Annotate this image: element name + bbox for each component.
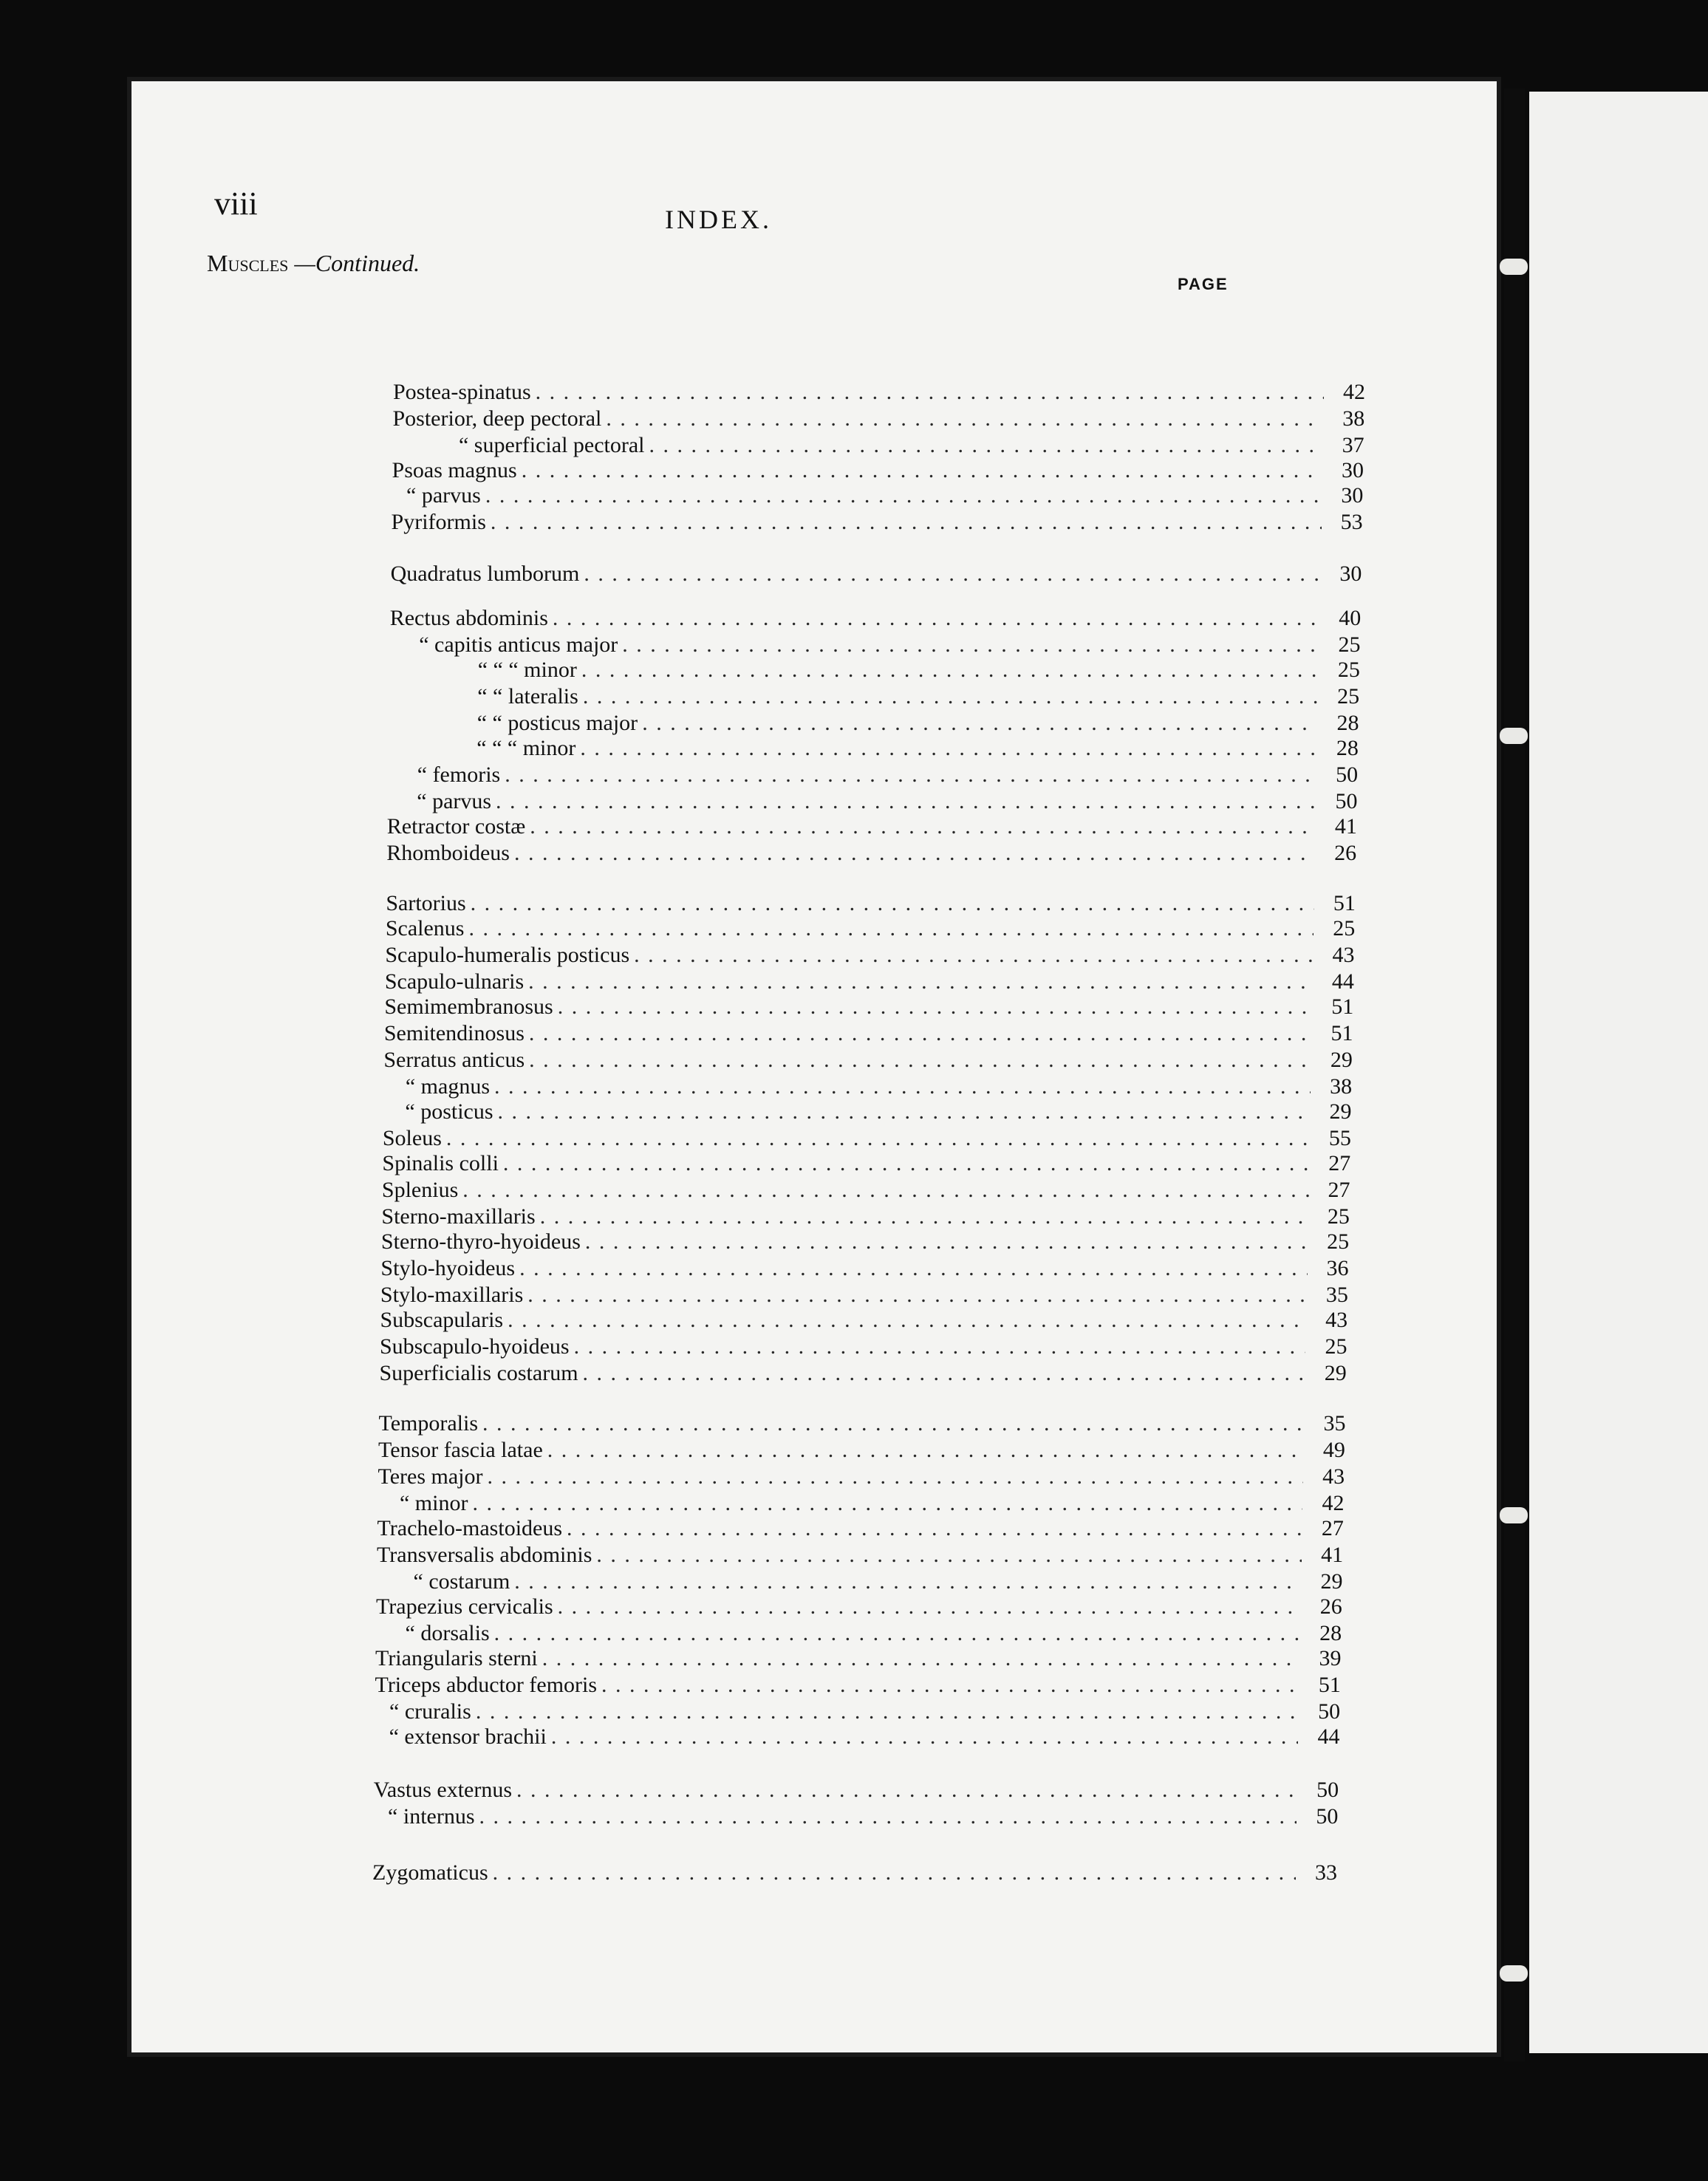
facing-page xyxy=(1529,92,1708,2053)
page-column-label: PAGE xyxy=(1178,275,1229,293)
dot-leader xyxy=(634,943,1313,968)
index-term: Sterno-maxillaris xyxy=(381,1204,536,1229)
index-entry xyxy=(380,1283,1348,1308)
index-term: Rhomboideus xyxy=(386,841,510,865)
page-number: 51 xyxy=(1318,1673,1341,1697)
index-term: “ dorsalis xyxy=(405,1621,490,1645)
page-number: 53 xyxy=(1340,510,1363,534)
index-term: Rectus abdominis xyxy=(389,606,548,630)
book-spine xyxy=(1504,89,1525,2061)
index-entry xyxy=(386,916,1355,941)
index-entry xyxy=(385,943,1354,968)
dot-leader xyxy=(642,711,1317,736)
dot-leader xyxy=(494,1074,1311,1099)
dot-leader xyxy=(622,632,1319,658)
dot-leader xyxy=(529,1048,1311,1073)
dot-leader xyxy=(580,736,1316,761)
page-number: 50 xyxy=(1336,762,1359,787)
index-term: Retractor costæ xyxy=(386,814,526,839)
index-term: “ parvus xyxy=(417,789,492,813)
index-entry xyxy=(389,711,1359,736)
index-entry xyxy=(386,841,1356,866)
binding-stitch xyxy=(1500,1965,1528,1982)
index-term: Subscapulo-hyoideus xyxy=(379,1334,570,1359)
page-number: 41 xyxy=(1334,814,1357,839)
page-number: 50 xyxy=(1318,1699,1341,1724)
dot-leader xyxy=(488,1464,1304,1489)
index-term: “ extensor brachii xyxy=(389,1724,547,1749)
index-term: Soleus xyxy=(382,1126,442,1150)
page-number: 25 xyxy=(1337,684,1360,709)
page-number: 30 xyxy=(1341,483,1364,508)
index-term: Scapulo-humeralis posticus xyxy=(385,943,630,967)
index-term: Scalenus xyxy=(385,916,465,941)
index-entry xyxy=(381,1229,1349,1255)
index-entry xyxy=(377,1543,1343,1568)
index-entry xyxy=(385,969,1354,994)
dot-leader xyxy=(514,1569,1301,1594)
page-folio: viii xyxy=(214,185,258,222)
dot-leader xyxy=(514,841,1315,866)
index-term: Temporalis xyxy=(378,1411,479,1436)
index-term: Postea-spinatus xyxy=(393,380,531,404)
dot-leader xyxy=(547,1438,1304,1463)
page-number: 25 xyxy=(1327,1229,1350,1254)
index-entry xyxy=(378,1516,1344,1541)
index-term: Psoas magnus xyxy=(392,458,517,482)
page-number: 35 xyxy=(1325,1283,1348,1307)
dot-leader xyxy=(482,1411,1305,1436)
dot-leader xyxy=(583,684,1318,709)
index-entry xyxy=(389,684,1359,709)
index-entry xyxy=(380,1334,1347,1359)
page-number: 50 xyxy=(1335,789,1358,813)
index-term: “ minor xyxy=(399,1491,468,1515)
index-entry xyxy=(393,380,1365,405)
index-entry xyxy=(378,1438,1345,1463)
index-entry xyxy=(392,458,1364,483)
page-number: 42 xyxy=(1343,380,1365,404)
index-term: Stylo-maxillaris xyxy=(380,1283,524,1307)
page-number: 26 xyxy=(1319,1594,1342,1619)
index-term: Zygomaticus xyxy=(372,1860,488,1885)
page-number: 29 xyxy=(1324,1361,1347,1385)
index-entry xyxy=(389,658,1360,683)
index-term: Triangularis sterni xyxy=(375,1646,538,1670)
index-entry xyxy=(376,1621,1342,1646)
dot-leader xyxy=(551,1724,1299,1750)
index-term: “ posticus xyxy=(405,1099,493,1124)
index-entry xyxy=(387,814,1357,839)
dot-leader xyxy=(558,994,1313,1020)
page-number: 38 xyxy=(1342,406,1365,431)
dot-leader xyxy=(558,1594,1301,1619)
dot-leader xyxy=(508,1308,1306,1333)
dot-leader xyxy=(479,1804,1297,1829)
index-term: “ femoris xyxy=(417,762,501,787)
page-number: 27 xyxy=(1321,1516,1344,1540)
binding-stitch xyxy=(1500,728,1528,744)
index-term: “ “ posticus major xyxy=(476,711,638,735)
dot-leader xyxy=(553,606,1319,631)
index-entry xyxy=(388,762,1358,788)
page-number: 51 xyxy=(1333,891,1356,915)
index-term: Transversalis abdominis xyxy=(377,1543,592,1567)
page-number: 27 xyxy=(1328,1178,1350,1202)
dot-leader xyxy=(505,762,1316,788)
page-number: 36 xyxy=(1326,1256,1349,1280)
page-number: 37 xyxy=(1342,433,1364,457)
page-number: 44 xyxy=(1331,969,1354,994)
page-number: 43 xyxy=(1325,1308,1348,1332)
index-entry xyxy=(382,1151,1350,1176)
index-term: Tensor fascia latae xyxy=(378,1438,543,1462)
index-term: “ “ “ minor xyxy=(477,658,577,682)
dot-leader xyxy=(581,658,1319,683)
index-entry xyxy=(375,1673,1341,1698)
page-number: 25 xyxy=(1327,1204,1350,1229)
page-number: 33 xyxy=(1315,1860,1337,1885)
page-number: 41 xyxy=(1321,1543,1344,1567)
index-term: “ internus xyxy=(388,1804,475,1829)
index-term: “ cruralis xyxy=(389,1699,471,1724)
index-term: Spinalis colli xyxy=(382,1151,499,1175)
binding-stitch xyxy=(1500,1507,1528,1523)
page-number: 29 xyxy=(1329,1099,1352,1124)
page-number: 28 xyxy=(1336,736,1359,760)
dot-leader xyxy=(530,814,1316,839)
dot-leader xyxy=(498,1099,1311,1124)
page-number: 44 xyxy=(1317,1724,1340,1749)
index-term: “ superficial pectoral xyxy=(458,433,645,457)
index-entry xyxy=(392,406,1364,431)
page-number: 28 xyxy=(1319,1621,1342,1645)
dot-leader xyxy=(606,406,1323,431)
page-number: 49 xyxy=(1322,1438,1345,1462)
index-entry xyxy=(378,1464,1345,1489)
index-term: “ “ lateralis xyxy=(477,684,578,709)
dot-leader xyxy=(516,1778,1297,1803)
index-entry xyxy=(378,1411,1345,1436)
page-number: 55 xyxy=(1328,1126,1351,1150)
dot-leader xyxy=(601,1673,1299,1698)
index-entry xyxy=(375,1646,1341,1671)
index-term: Trachelo-mastoideus xyxy=(377,1516,563,1540)
index-entry xyxy=(388,736,1359,761)
index-entry xyxy=(375,1699,1340,1724)
page-number: 39 xyxy=(1319,1646,1342,1670)
dot-leader xyxy=(472,1491,1302,1516)
page-number: 25 xyxy=(1333,916,1356,941)
index-term: Teres major xyxy=(378,1464,483,1489)
dot-leader xyxy=(574,1334,1306,1359)
index-entry xyxy=(386,891,1356,916)
dot-leader xyxy=(529,1021,1312,1046)
index-entry xyxy=(383,1126,1351,1151)
index-entry xyxy=(383,1099,1351,1124)
dot-leader xyxy=(503,1151,1309,1176)
dot-leader xyxy=(496,789,1316,814)
dot-leader xyxy=(567,1516,1302,1541)
page-number: 35 xyxy=(1323,1411,1346,1436)
dot-leader xyxy=(471,891,1314,916)
index-entry xyxy=(375,1724,1340,1750)
index-term: Semitendinosus xyxy=(383,1021,525,1045)
dot-leader xyxy=(649,433,1323,458)
index-term: Superficialis costarum xyxy=(379,1361,578,1385)
index-entry xyxy=(383,1074,1352,1099)
index-term: Posterior, deep pectoral xyxy=(392,406,602,431)
index-term: Stylo-hyoideus xyxy=(380,1256,516,1280)
page-number: 29 xyxy=(1320,1569,1343,1594)
dot-leader xyxy=(596,1543,1302,1568)
index-entry xyxy=(380,1256,1348,1281)
dot-leader xyxy=(583,1361,1305,1386)
page-number: 50 xyxy=(1316,1804,1339,1829)
page-number: 42 xyxy=(1322,1491,1345,1515)
index-term: Splenius xyxy=(381,1178,459,1202)
index-entry xyxy=(391,562,1362,587)
index-entry xyxy=(384,1021,1353,1046)
dot-leader xyxy=(519,1256,1307,1281)
dot-leader xyxy=(485,483,1322,508)
dot-leader xyxy=(536,380,1324,405)
index-entry xyxy=(389,632,1360,658)
index-entry xyxy=(381,1204,1349,1229)
page-number: 40 xyxy=(1339,606,1362,630)
section-heading xyxy=(207,250,420,277)
dot-leader xyxy=(476,1699,1299,1724)
index-term: Sterno-thyro-hyoideus xyxy=(380,1229,581,1254)
dot-leader xyxy=(493,1860,1296,1885)
page-number: 26 xyxy=(1334,841,1357,865)
index-entry xyxy=(379,1361,1346,1386)
index-term: Triceps abductor femoris xyxy=(375,1673,598,1697)
index-term: “ magnus xyxy=(405,1074,490,1099)
index-term: Quadratus lumborum xyxy=(390,562,580,586)
index-entry xyxy=(373,1804,1338,1829)
page-title: INDEX. xyxy=(665,205,772,234)
binding-stitch xyxy=(1500,259,1528,275)
index-term: Scapulo-ulnaris xyxy=(384,969,525,994)
dot-leader xyxy=(468,916,1314,941)
page-number: 51 xyxy=(1331,994,1354,1019)
index-entry xyxy=(392,510,1363,535)
page-number: 50 xyxy=(1316,1778,1339,1802)
index-term: Subscapularis xyxy=(380,1308,504,1332)
page-number: 25 xyxy=(1325,1334,1347,1359)
dot-leader xyxy=(527,1283,1307,1308)
index-entry xyxy=(392,433,1364,458)
page-number: 30 xyxy=(1339,562,1362,586)
dot-leader xyxy=(542,1646,1300,1671)
dot-leader xyxy=(528,969,1313,994)
index-entry xyxy=(387,789,1357,814)
dot-leader xyxy=(584,562,1320,587)
index-term: “ costarum xyxy=(413,1569,510,1594)
index-entry xyxy=(384,994,1353,1020)
dot-leader xyxy=(494,1621,1300,1646)
page-number: 28 xyxy=(1336,711,1359,735)
index-entry xyxy=(390,606,1361,631)
page-number: 25 xyxy=(1338,632,1361,657)
index-entry xyxy=(380,1308,1347,1333)
dot-leader xyxy=(585,1229,1308,1255)
dot-leader xyxy=(522,458,1322,483)
page-number: 25 xyxy=(1337,658,1360,682)
index-entry xyxy=(376,1594,1342,1619)
index-term: Pyriformis xyxy=(391,510,486,534)
dot-leader xyxy=(491,510,1322,535)
index-term: “ capitis anticus major xyxy=(419,632,618,657)
index-entry xyxy=(383,1048,1352,1073)
index-entry xyxy=(378,1491,1344,1516)
page-number: 27 xyxy=(1328,1151,1351,1175)
index-entry xyxy=(382,1178,1350,1203)
index-term: Vastus externus xyxy=(373,1778,513,1802)
index-entry xyxy=(374,1778,1339,1803)
page-number: 43 xyxy=(1322,1464,1345,1489)
page-number: 29 xyxy=(1330,1048,1353,1072)
index-term: Trapezius cervicalis xyxy=(376,1594,553,1619)
index-term: Sartorius xyxy=(386,891,466,915)
section-name: Muscles xyxy=(207,250,289,276)
index-entry xyxy=(372,1860,1337,1885)
page-number: 30 xyxy=(1341,458,1364,482)
page-number: 43 xyxy=(1332,943,1355,967)
page-number: 38 xyxy=(1330,1074,1353,1099)
dot-leader xyxy=(540,1204,1308,1229)
index-term: Semimembranosus xyxy=(384,994,553,1019)
index-term: “ parvus xyxy=(406,483,481,508)
index-term: Serratus anticus xyxy=(383,1048,525,1072)
index-entry xyxy=(377,1569,1343,1594)
section-continued: —Continued. xyxy=(294,250,420,276)
index-term: “ “ “ minor xyxy=(476,736,576,760)
index-entry xyxy=(392,483,1363,508)
dot-leader xyxy=(462,1178,1308,1203)
dot-leader xyxy=(446,1126,1310,1151)
page-number: 51 xyxy=(1330,1021,1353,1045)
